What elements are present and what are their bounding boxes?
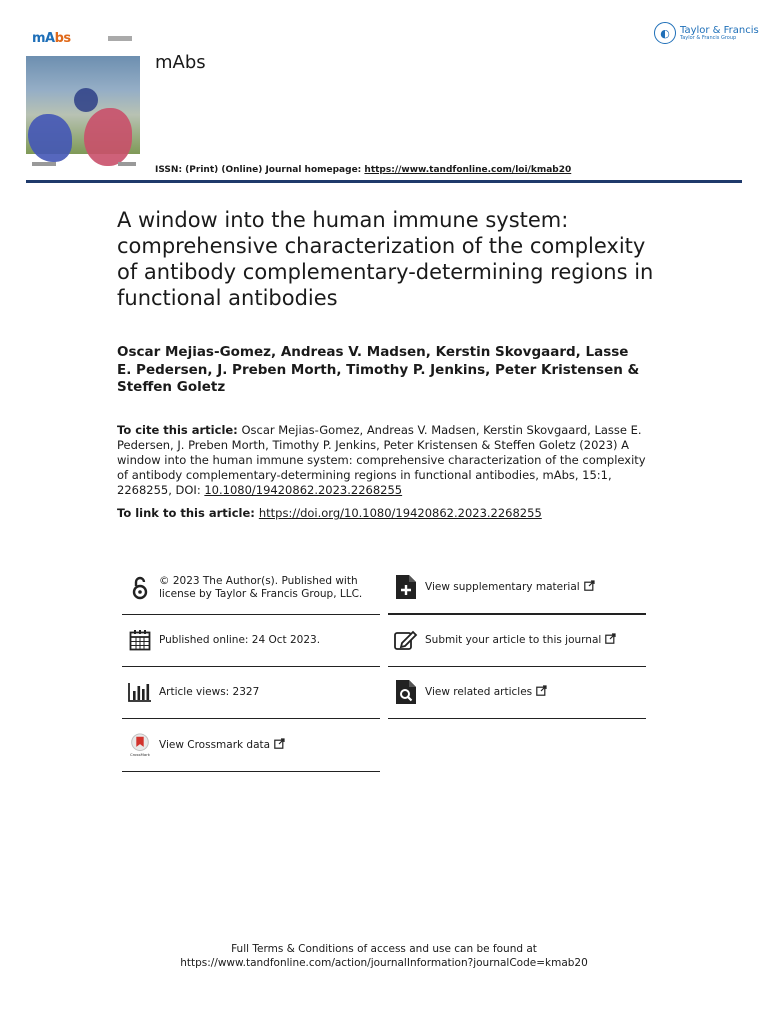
article-link-block: [117, 506, 657, 521]
cover-logo: mAbs: [32, 31, 71, 46]
article-doi-url[interactable]: https://doi.org/10.1080/19420862.2023.2268255: [258, 506, 542, 520]
citation-text: Oscar Mejias-Gomez, Andreas V. Madsen, Kerstin Skovgaard, Lasse E. Pedersen, J. Preben Morth, Timothy P. Jenkins, Peter Kristensen & Steffen Goletz (2023) A window into the human immune system: comprehensive characterization of the complexity of antibody complementary-determining regions in functional antibodies, mAbs, 15:1, 2268255, DOI:: [117, 423, 646, 497]
terms-footer: [0, 942, 768, 970]
license-text: © 2023 The Author(s). Published with license by Taylor & Francis Group, LLC.: [159, 575, 363, 600]
cover-small-text: [108, 36, 132, 41]
publisher-logo: [654, 22, 759, 44]
crossmark-cell[interactable]: [122, 719, 380, 772]
submit-article-link[interactable]: Submit your article to this journal: [425, 633, 616, 647]
external-link-icon: [536, 685, 547, 696]
add-document-icon: [394, 575, 418, 599]
journal-homepage-link[interactable]: https://www.tandfonline.com/loi/kmab20: [364, 165, 572, 175]
terms-url[interactable]: https://www.tandfonline.com/action/journalInformation?journalCode=kmab20: [180, 957, 588, 969]
cover-footer-code: [118, 162, 136, 166]
article-title: A window into the human immune system: comprehensive characterization of the complexity of antibody complementary-determining regions in functional antibodies: [117, 208, 654, 310]
journal-cover: [26, 28, 140, 172]
submit-cell[interactable]: [388, 614, 646, 667]
terms-text: Full Terms & Conditions of access and use can be found at: [231, 943, 537, 955]
published-cell: [122, 614, 380, 667]
issn-text: ISSN: (Print) (Online) Journal homepage:: [155, 165, 365, 175]
calendar-icon: [128, 628, 152, 652]
supplementary-cell[interactable]: [388, 561, 646, 615]
article-link-label: To link to this article:: [117, 506, 259, 520]
citation-block: [117, 423, 657, 498]
journal-name: mAbs: [155, 52, 206, 73]
publisher-subname: Taylor & Francis Group: [680, 34, 737, 41]
article-views: Article views: 2327: [159, 685, 260, 698]
related-articles-link[interactable]: View related articles: [425, 685, 547, 699]
crossmark-link[interactable]: View Crossmark data: [159, 738, 285, 752]
issn-line: [155, 165, 571, 175]
views-cell: [122, 666, 380, 719]
citation-label: To cite this article:: [117, 423, 238, 437]
doi-link[interactable]: 10.1080/19420862.2023.2268255: [204, 483, 403, 497]
related-cell[interactable]: [388, 666, 646, 719]
header-divider: [26, 180, 742, 183]
external-link-icon: [605, 633, 616, 644]
bar-chart-icon: [128, 680, 152, 704]
crossmark-badge-label: CrossMark: [129, 752, 151, 758]
external-link-icon: [274, 738, 285, 749]
search-document-icon: [394, 680, 418, 704]
edit-icon: [394, 628, 418, 652]
cover-footer-logo: [32, 162, 56, 166]
publisher-name: Taylor & Francis: [680, 24, 759, 36]
crossmark-icon: [128, 733, 152, 757]
cover-image: [26, 56, 140, 154]
supplementary-link[interactable]: View supplementary material: [425, 580, 595, 594]
external-link-icon: [584, 580, 595, 591]
publisher-emblem-icon: ◐: [654, 22, 676, 44]
article-authors: Oscar Mejias-Gomez, Andreas V. Madsen, Kerstin Skovgaard, Lasse E. Pedersen, J. Preben Morth, Timothy P. Jenkins, Peter Kristensen & Steffen Goletz: [117, 344, 640, 395]
open-access-icon: [128, 576, 152, 600]
published-date: Published online: 24 Oct 2023.: [159, 633, 321, 646]
license-cell: [122, 562, 380, 615]
